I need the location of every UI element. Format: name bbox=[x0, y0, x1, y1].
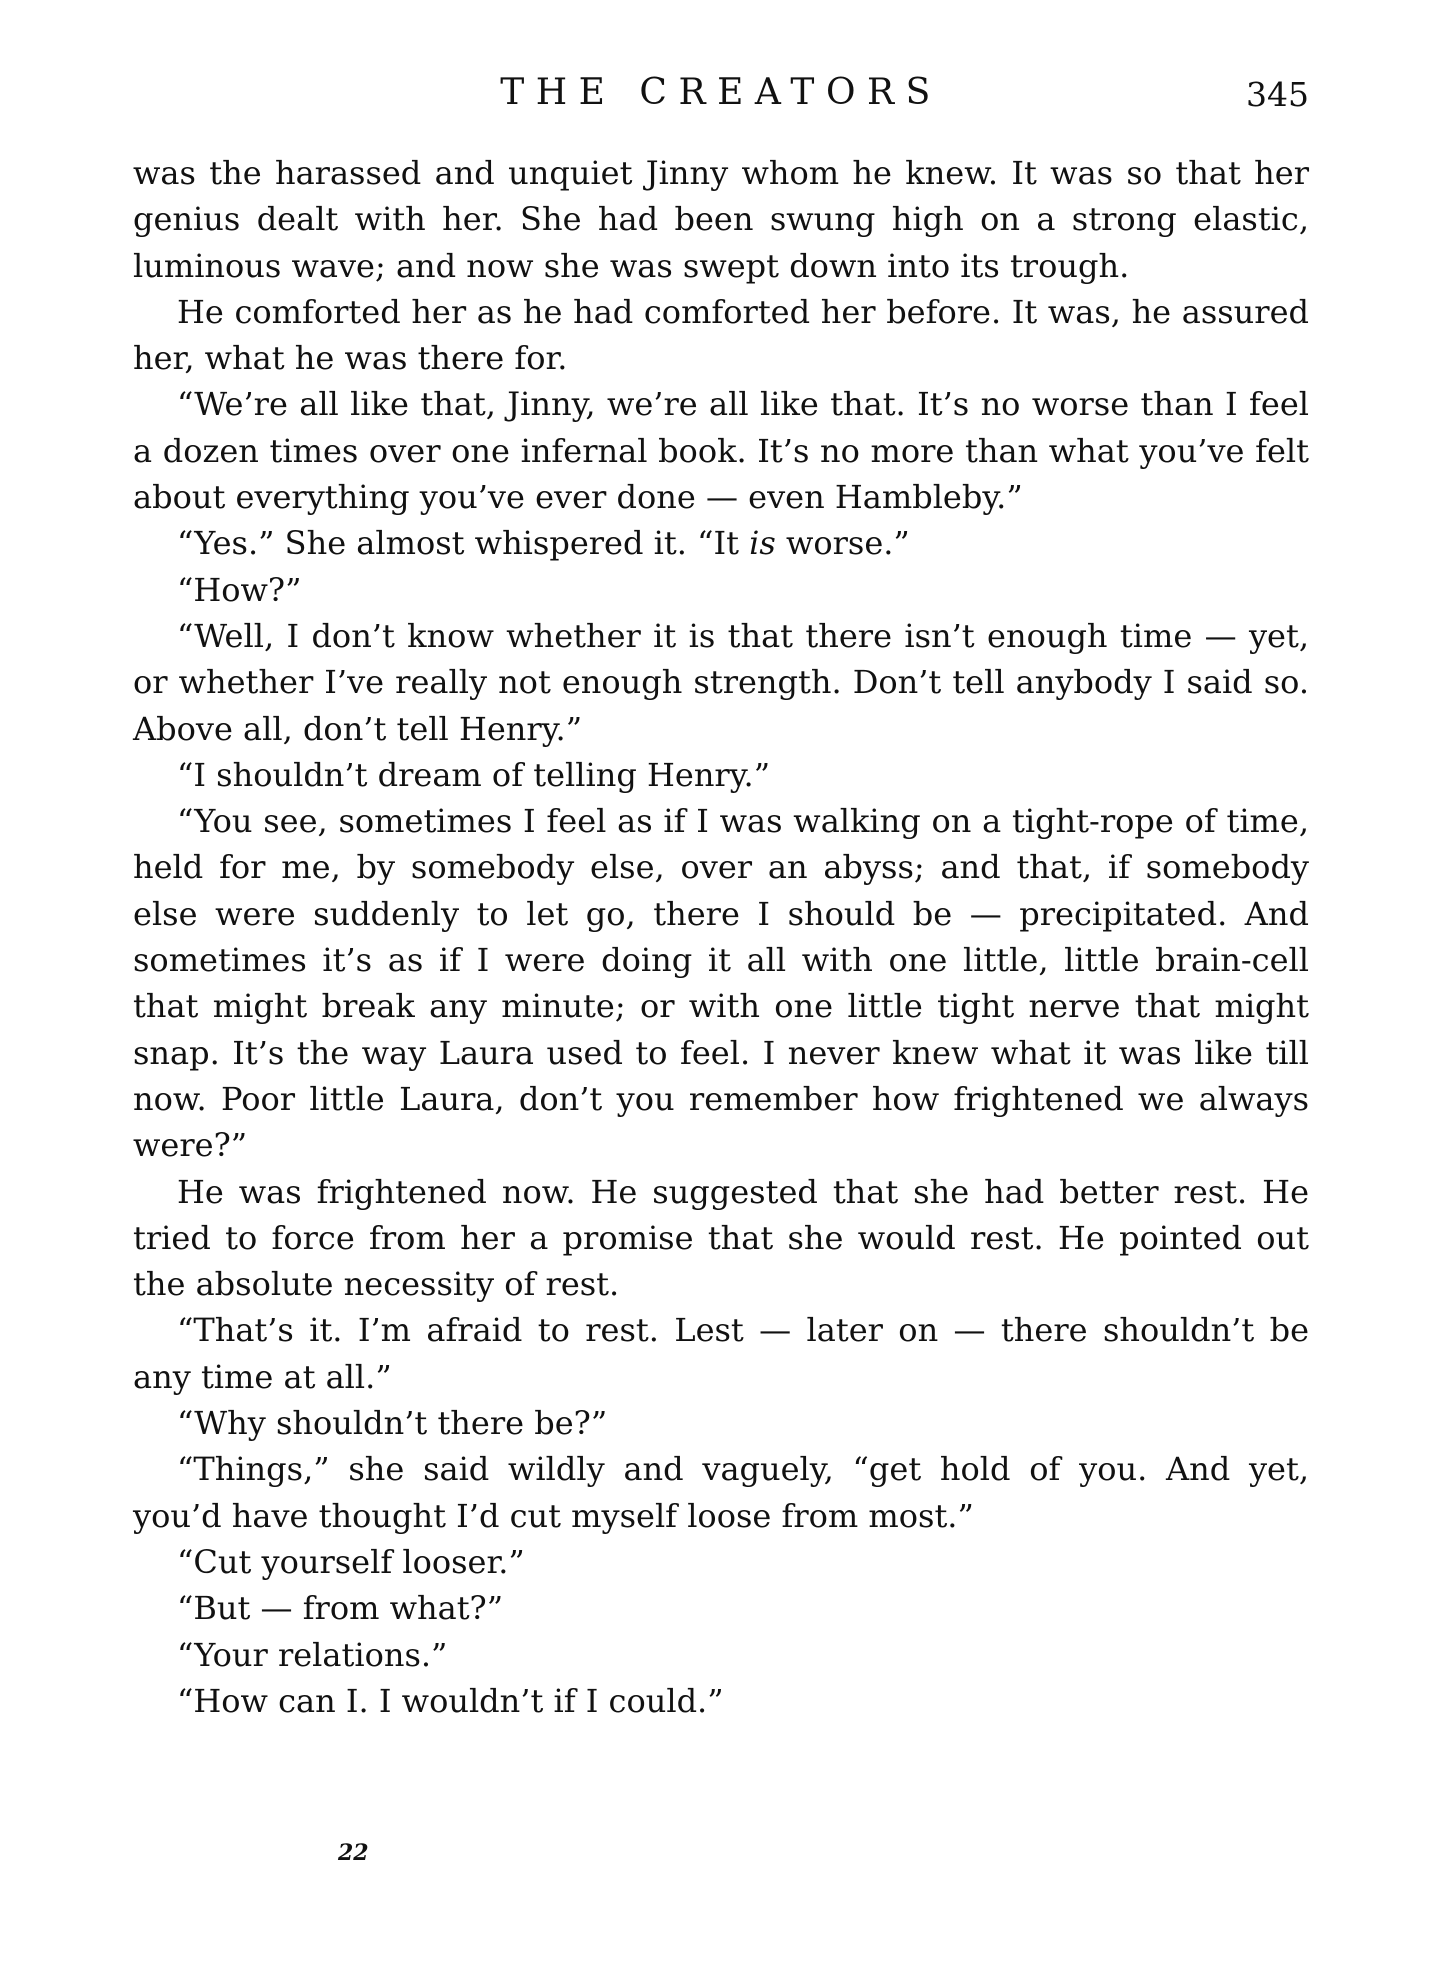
paragraph: “Things,” she said wildly and vaguely, “get hold of you. And yet, you’d have thought I’d cut myself loose from most.” bbox=[133, 1450, 1309, 1535]
running-title: THE CREATORS bbox=[500, 72, 942, 113]
paragraph: “How?” bbox=[177, 570, 302, 609]
paragraph: “You see, sometimes I feel as if I was walking on a tight-rope of time, held for me, by somebody else, over an abyss; and that, if somebody else were suddenly to let go, there I should be — precipitated. And sometimes it’s as if I were doing it all with one little, little brain-cell that might break any minute; or with one little tight nerve that might snap. It’s the way Laura used to feel. I never knew what it was like till now. Poor little Laura, don’t you remember how frightened we always were?” bbox=[133, 802, 1309, 1165]
paragraph: “Well, I don’t know whether it is that there isn’t enough time — yet, or whether I’ve really not enough strength. Don’t tell anybody I said so. Above all, don’t tell Henry.” bbox=[133, 616, 1309, 748]
page-header bbox=[133, 66, 1309, 120]
paragraph: “That’s it. I’m afraid to rest. Lest — later on — there shouldn’t be any time at all.” bbox=[133, 1311, 1309, 1396]
paragraph: “How can I. I wouldn’t if I could.” bbox=[177, 1681, 724, 1720]
paragraph: “We’re all like that, Jinny, we’re all like that. It’s no worse than I feel a dozen times over one infernal book. It’s no more than what you’ve felt about everything you’ve ever done — even Hambleby.” bbox=[133, 385, 1309, 517]
paragraph: “But — from what?” bbox=[177, 1589, 504, 1628]
paragraph: He was frightened now. He suggested that she had better rest. He tried to force from her a promise that she would rest. He pointed out the absolute necessity of rest. bbox=[133, 1172, 1309, 1304]
paragraph: “Your relations.” bbox=[177, 1635, 448, 1674]
paragraph bbox=[133, 520, 1309, 566]
paragraph: was the harassed and unquiet Jinny whom he knew. It was so that her genius dealt with her. She had been swung high on a strong elastic, luminous wave; and now she was swept down into its trough. bbox=[133, 154, 1309, 285]
paragraph: “I shouldn’t dream of telling Henry.” bbox=[177, 755, 771, 794]
paragraph: “Why shouldn’t there be?” bbox=[177, 1404, 608, 1443]
page-number: 345 bbox=[1246, 75, 1309, 114]
signature-mark: 22 bbox=[338, 1840, 369, 1866]
emphasis-text: is bbox=[749, 524, 776, 563]
body-text bbox=[133, 150, 1309, 1724]
paragraph-text: worse.” bbox=[775, 524, 910, 563]
paragraph: He comforted her as he had comforted her before. It was, he assured her, what he was there for. bbox=[133, 292, 1309, 378]
paragraph-text: “Yes.” She almost whispered it. “It bbox=[177, 524, 750, 563]
paragraph: “Cut yourself looser.” bbox=[177, 1542, 525, 1581]
